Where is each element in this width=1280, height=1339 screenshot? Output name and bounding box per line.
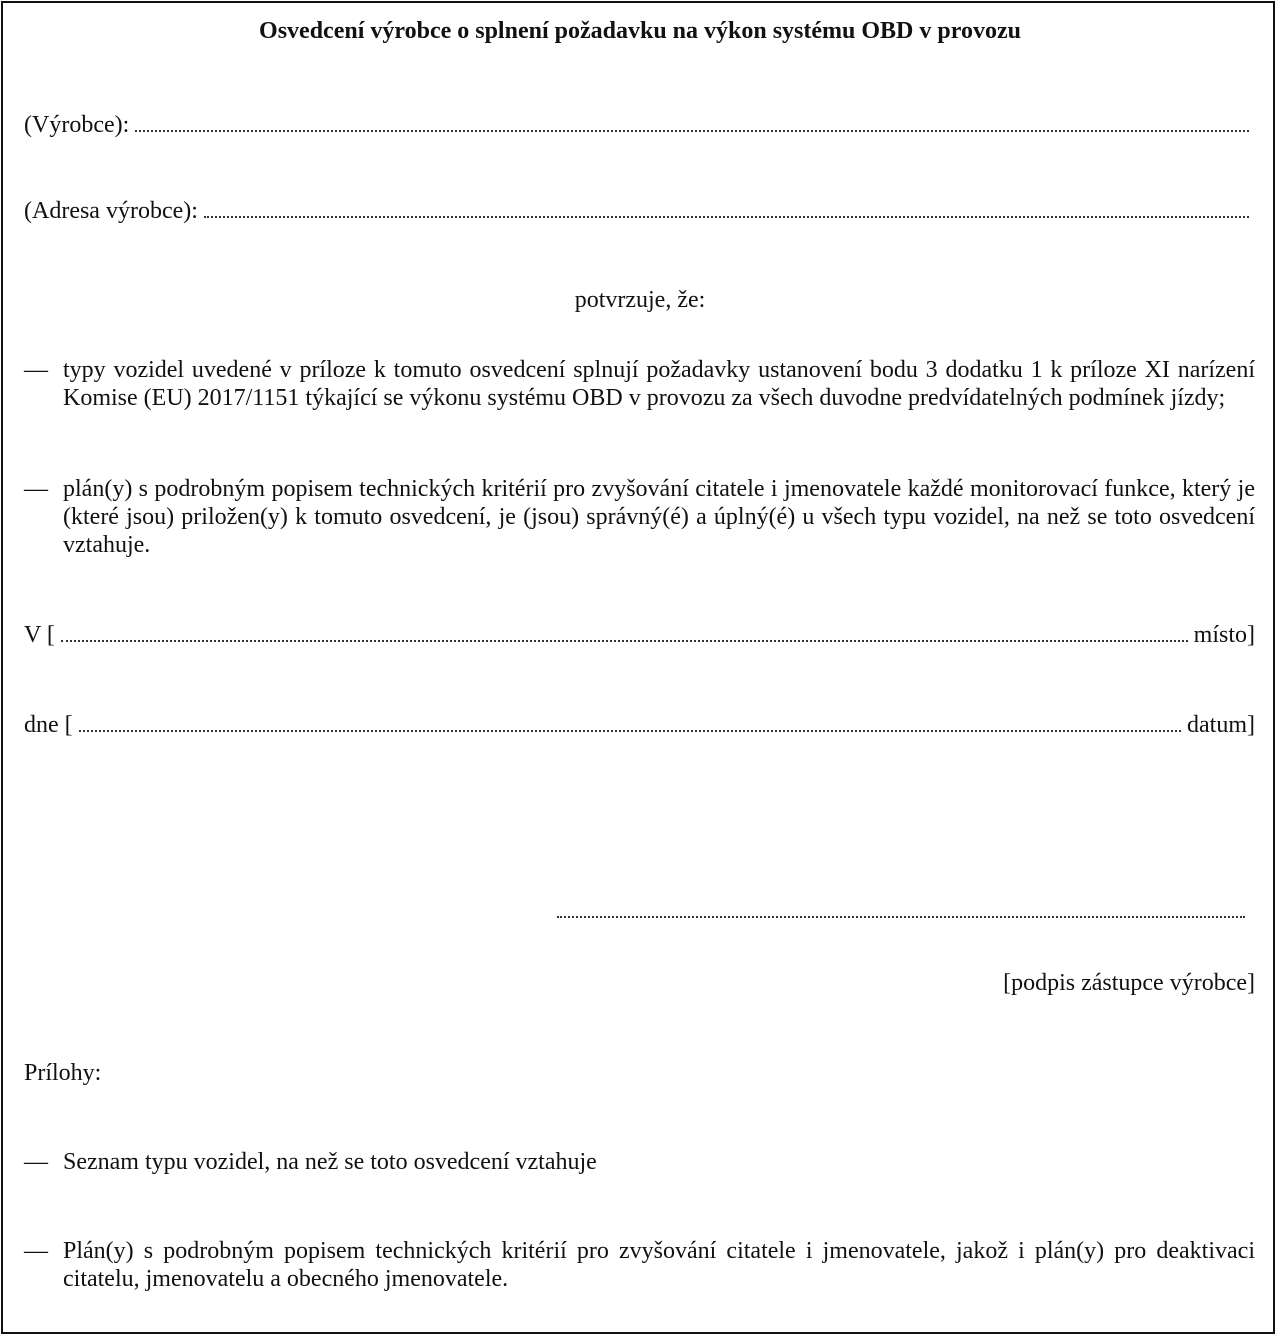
manufacturer-label: (Výrobce): [24,112,130,138]
document-title: Osvedcení výrobce o splnení požadavku na výkon systému OBD v provozu [259,18,1021,44]
attachment-item [24,1148,1255,1176]
dash-bullet: — [24,1149,48,1175]
place-prefix: V [ [24,622,55,648]
address-row [24,196,1255,226]
date-prefix: dne [ [24,712,73,738]
statement-text: plán(y) s podrobným popisem technických kritérií pro zvyšování citatele i jmenovatele každé monitorovací funkce, který je (které jsou) priložen(y) k tomuto osvedcení, je (jsou) správný(é) a úplný(é) u všech typu vozidel, na než se toto osvedcení vztahuje. [63,476,1255,558]
date-field[interactable] [79,710,1181,732]
date-suffix: datum] [1187,712,1255,738]
statement-text: typy vozidel uvedené v príloze k tomuto osvedcení splnují požadavky ustanovení bodu 3 dodatku 1 k príloze XI narízení Komise (EU) 2017/1151 týkající se výkonu systému OBD v provozu za všech duvodne predvídatelných podmínek jízdy; [63,357,1255,411]
statement-item [24,475,1255,559]
place-suffix: místo] [1193,622,1255,648]
date-row [24,710,1255,740]
attachments-label: Prílohy: [24,1060,102,1086]
place-field[interactable] [61,620,1188,642]
attachment-text: Seznam typu vozidel, na než se toto osvedcení vztahuje [63,1149,597,1175]
attachment-text: Plán(y) s podrobným popisem technických kritérií pro zvyšování citatele i jmenovatele, jakož i plán(y) pro deaktivaci citatelu, jmenovatelu a obecného jmenovatele. [63,1238,1255,1292]
manufacturer-field[interactable] [135,110,1249,132]
dash-bullet: — [24,1238,48,1264]
place-row [24,620,1255,650]
address-label: (Adresa výrobce): [24,198,198,224]
manufacturer-row [24,110,1255,140]
dash-bullet: — [24,357,48,383]
signature-label: [podpis zástupce výrobce] [1003,970,1255,996]
dash-bullet: — [24,476,48,502]
confirms-text: potvrzuje, že: [574,287,706,313]
signature-field[interactable] [557,900,1245,918]
address-field[interactable] [204,196,1249,218]
attachment-item [24,1237,1255,1293]
statement-item [24,356,1255,412]
